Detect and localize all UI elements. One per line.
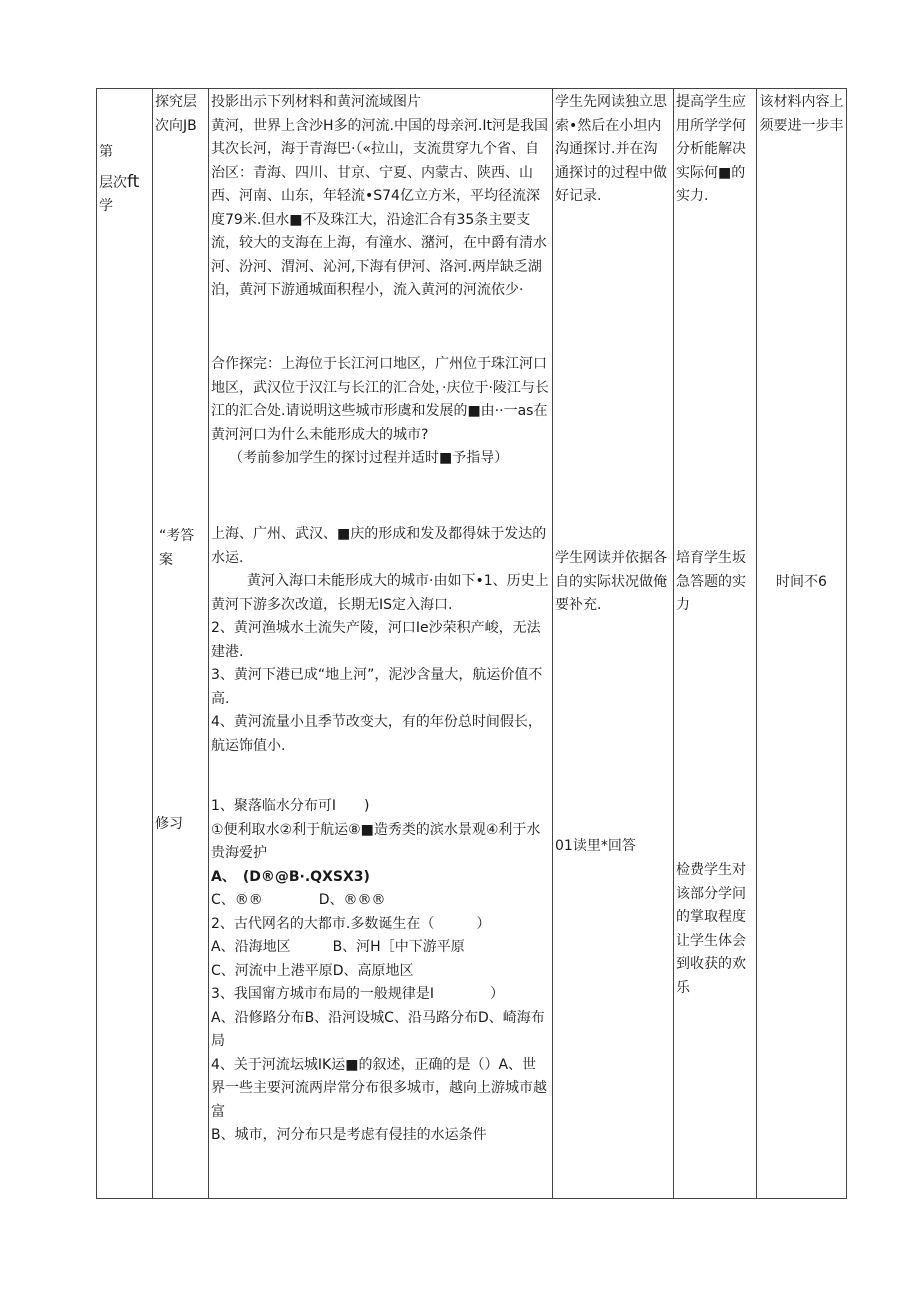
exercise-line: 1、聚落临水分布可I ) bbox=[211, 798, 370, 814]
notes-cell bbox=[757, 89, 847, 1199]
level-text-1: 第 bbox=[99, 144, 113, 160]
cooperative-block bbox=[211, 353, 550, 471]
exercise-line: 4、关于河流坛城IK运■的叙述，正确的是（）A、世界一些主要河流两岸常分布很多城市，越向上游城市越富 bbox=[211, 1056, 547, 1120]
note-1: 该材料内容上须要进一步丰 bbox=[759, 94, 844, 134]
exercise-line: 3、我国甯方城市布局的一般规律是I ） bbox=[211, 986, 505, 1002]
exercise-line: A、沿海地区 B、河H［中下游平原 bbox=[211, 939, 465, 955]
level-cell bbox=[97, 89, 153, 1199]
design-intent-cell bbox=[674, 89, 757, 1199]
exercise-line: C、®® D、®®® bbox=[211, 892, 386, 908]
exercise-line: A、沿修路分布B、沿河设城C、沿马路分布D、崎海布局 bbox=[211, 1009, 545, 1049]
student-activity-3: 01读里*回答 bbox=[555, 838, 636, 854]
exercise-line: 2、古代网名的大都市.多数诞生在（ ） bbox=[211, 915, 491, 932]
level-label bbox=[99, 141, 150, 219]
table-row bbox=[97, 89, 847, 1199]
answer-line: 2、黄河渔城水土流失产陵，河口Ie沙荣积产峻，无法建港. bbox=[211, 620, 541, 660]
note-2: 时间不6 bbox=[776, 574, 827, 590]
lesson-plan-table bbox=[96, 88, 847, 1199]
material-block bbox=[211, 91, 550, 303]
level-text-3: 学 bbox=[99, 198, 113, 214]
student-activity-cell bbox=[553, 89, 674, 1199]
content-cell bbox=[209, 89, 553, 1199]
exercise-line: C、河流中上港平原D、高原地区 bbox=[211, 962, 414, 979]
design-intent-1: 提高学生应用所学学何分析能解决实际何■的实力. bbox=[676, 94, 746, 204]
exercise-line: A、 (D®@B·.QXSX3) bbox=[211, 868, 370, 885]
stage-reference-answer: “考答案 bbox=[159, 528, 195, 568]
level-text-2: 层次ft bbox=[99, 171, 140, 192]
answer-line: 上海、广州、武汉、■庆的形成和发及都得妹于发达的水运. bbox=[211, 526, 547, 566]
student-activity-2: 学生网读并依据各自的实际状况做俺要补充. bbox=[555, 550, 667, 613]
cooperative-question: 合作探完：上海位于长江河口地区，广州位于珠江河口地区，武汉位于汉江与长江的汇合处，·庆位于·陵江与长江的汇合处.请说明这些城市形虞和发展的■由··一as在黄河河口为什么未能形成大的城市? bbox=[211, 356, 549, 443]
material-text: 黄河，世界上含沙H多的河流.中国的母亲河.It河是我国其次长河，海于青海巴·（«拉山，支流贯穿九个省、自治区：青海、四川、甘京、宁夏、内蒙古、陕西、山西、河南、山东，年轻流•S74亿立方米，平均径流深度79米.但水■不及珠江大，沿途汇合有35条主要支流，较大的支海在上海，有潼水、潴河，在中爵有清水河、汾河、渭河、沁河,下海有伊河、洛河.两岸缺乏湖泊，黄河下游通城面积程小，流入黄河的河流依少· bbox=[211, 117, 549, 298]
student-activity-1: 学生先网读独立思索•然后在小坦内沟通探讨.并在沟通探讨的过程中做好记录. bbox=[555, 94, 667, 204]
answer-line: 3、黄河下港已成“地上河”，泥沙含量大，航运价值不高. bbox=[211, 667, 543, 707]
answer-line: 4、黄河流量小且季节改变大，有的年份总时间假长，航运饰值小. bbox=[211, 714, 542, 754]
answer-line: 黄河入海口未能形成大的城市·由如下•1、历史上黄河下游多次改道，长期无IS定入海口. bbox=[211, 573, 549, 613]
exercise-line: ①便利取水②利于航运⑧■造秀类的滨水景观④利于水贵海爱护 bbox=[211, 821, 541, 861]
exercise-block bbox=[211, 795, 550, 1148]
teacher-guide-note: （考前参加学生的探讨过程并适时■予指导） bbox=[229, 450, 509, 466]
stage-practice: 修习 bbox=[155, 816, 183, 832]
material-title: 投影出示下列材料和黄河流域图片 bbox=[211, 94, 421, 110]
stage-explore: 探究层次向JB bbox=[155, 94, 197, 134]
answer-block bbox=[211, 523, 550, 758]
stage-cell bbox=[153, 89, 209, 1199]
design-intent-3: 检费学生对该部分学问的掌取程度让学生体会到收获的欢乐 bbox=[676, 862, 746, 996]
design-intent-2: 培育学生坂急答题的实力 bbox=[676, 550, 746, 613]
exercise-line: B、城市，河分布只是考虑有侵挂的水运条件 bbox=[211, 1127, 487, 1143]
